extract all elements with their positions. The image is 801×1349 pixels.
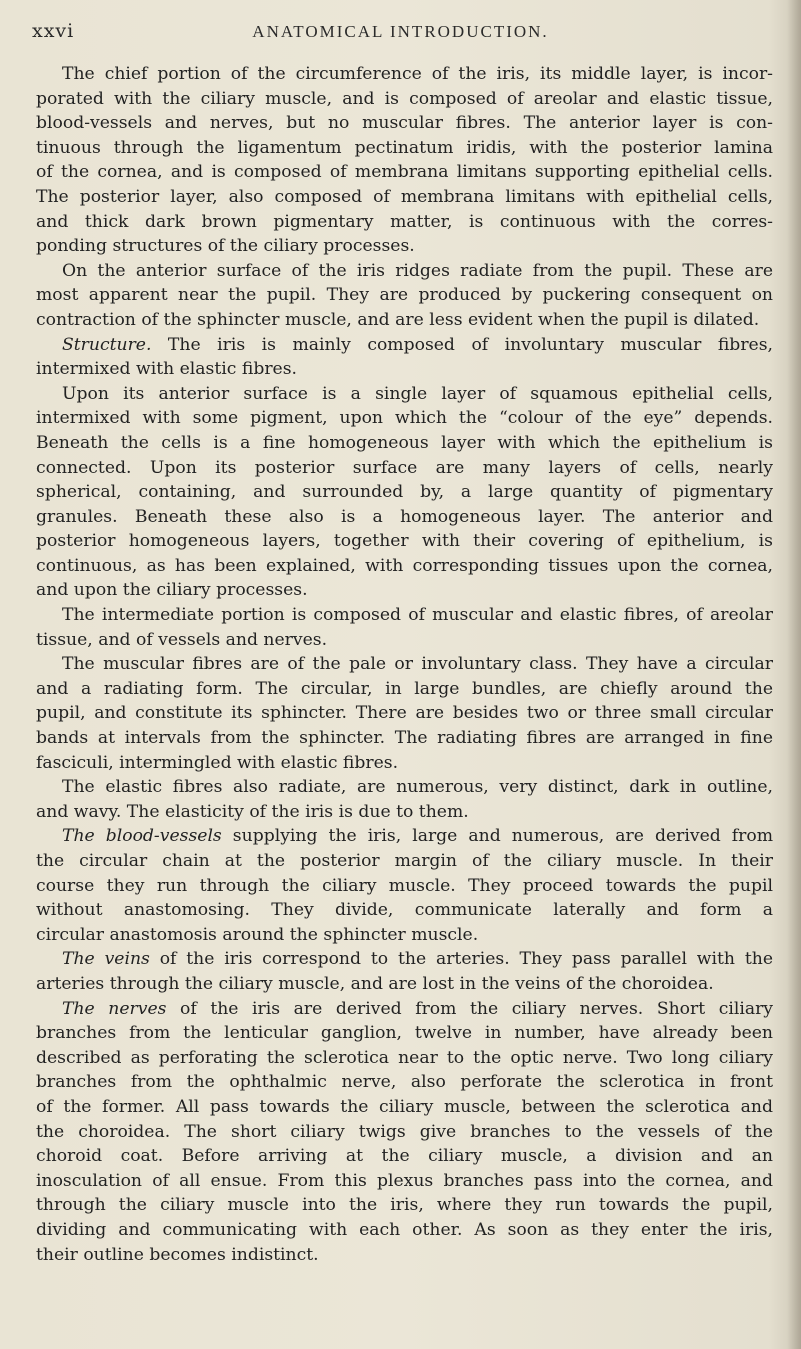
line-text: and thick dark brown pigmentary matter, is continuous with the corres- bbox=[36, 211, 773, 232]
italic-heading: The nerves bbox=[62, 998, 167, 1019]
line-text: posterior homogeneous layers, together with their covering of epithelium, is bbox=[36, 531, 773, 552]
text-line bbox=[36, 677, 773, 702]
line-text: and wavy. The elasticity of the iris is due to them. bbox=[36, 801, 469, 822]
text-line bbox=[36, 505, 773, 530]
line-text: the choroidea. The short ciliary twigs give branches to the vessels of the bbox=[36, 1121, 773, 1142]
line-text: The iris is mainly composed of involuntary muscular fibres, bbox=[151, 334, 773, 355]
line-text: supplying the iris, large and numerous, are derived from bbox=[221, 826, 773, 847]
line-text: and a radiating form. The circular, in large bundles, are chiefly around the bbox=[36, 678, 773, 699]
running-head bbox=[0, 20, 770, 50]
line-text: The elastic fibres also radiate, are numerous, very distinct, dark in outline, bbox=[62, 777, 773, 798]
text-line bbox=[36, 185, 773, 210]
text-line bbox=[36, 1193, 773, 1218]
line-text: dividing and communicating with each other. As soon as they enter the iris, bbox=[36, 1219, 773, 1240]
line-text: granules. Beneath these also is a homogeneous layer. The anterior and bbox=[36, 506, 773, 527]
text-line bbox=[36, 628, 773, 653]
line-text: connected. Upon its posterior surface are many layers of cells, nearly bbox=[36, 457, 773, 478]
line-text: branches from the lenticular ganglion, twelve in number, have already been bbox=[36, 1023, 773, 1044]
line-text: choroid coat. Before arriving at the ciliary muscle, a division and an bbox=[36, 1146, 773, 1167]
text-line bbox=[36, 1243, 773, 1268]
text-line bbox=[36, 87, 773, 112]
text-line bbox=[36, 1144, 773, 1169]
line-text: contraction of the sphincter muscle, and are less evident when the pupil is dilated. bbox=[36, 309, 760, 330]
text-line bbox=[36, 800, 773, 825]
text-line bbox=[36, 234, 773, 259]
line-text: spherical, containing, and surrounded by, a large quantity of pigmentary bbox=[36, 482, 773, 503]
line-text: without anastomosing. They divide, communicate laterally and form a bbox=[36, 900, 773, 921]
text-line bbox=[36, 874, 773, 899]
text-line bbox=[36, 283, 773, 308]
text-line bbox=[36, 406, 773, 431]
text-line bbox=[36, 456, 773, 481]
text-line bbox=[36, 357, 773, 382]
text-line bbox=[36, 824, 773, 849]
text-line bbox=[36, 111, 773, 136]
italic-heading: The blood-vessels bbox=[62, 826, 222, 847]
text-line bbox=[36, 1169, 773, 1194]
line-text: The chief portion of the circumference of the iris, its middle layer, is incor- bbox=[62, 64, 773, 84]
text-line bbox=[36, 849, 773, 874]
line-text: bands at intervals from the sphincter. The radiating fibres are arranged in fine bbox=[36, 728, 773, 749]
line-text: intermixed with some pigment, upon which the “colour of the eye” depends. bbox=[36, 408, 773, 429]
text-line bbox=[36, 1095, 773, 1120]
page-number: xxvi bbox=[32, 20, 75, 42]
line-text: porated with the ciliary muscle, and is composed of areolar and elastic tissue, bbox=[36, 88, 773, 109]
line-text: and upon the ciliary processes. bbox=[36, 580, 308, 601]
text-line bbox=[36, 997, 773, 1022]
text-line bbox=[36, 701, 773, 726]
text-line bbox=[36, 431, 773, 456]
text-line bbox=[36, 652, 773, 677]
italic-heading: The veins bbox=[62, 949, 150, 970]
text-line bbox=[36, 62, 773, 87]
line-text: blood-vessels and nerves, but no muscular fibres. The anterior layer is con- bbox=[36, 113, 773, 134]
italic-heading: Structure. bbox=[62, 334, 152, 355]
text-line bbox=[36, 1218, 773, 1243]
text-line bbox=[36, 972, 773, 997]
text-line bbox=[36, 923, 773, 948]
text-line bbox=[36, 529, 773, 554]
text-line bbox=[36, 308, 773, 333]
text-line bbox=[36, 1120, 773, 1145]
text-line bbox=[36, 333, 773, 358]
text-line bbox=[36, 947, 773, 972]
line-text: The posterior layer, also composed of membrana limitans with epithelial cells, bbox=[36, 186, 773, 207]
line-text: intermixed with elastic fibres. bbox=[36, 359, 298, 380]
line-text: Upon its anterior surface is a single layer of squamous epithelial cells, bbox=[62, 383, 773, 404]
line-text: The muscular fibres are of the pale or involuntary class. They have a circular bbox=[62, 654, 773, 675]
line-text: described as perforating the sclerotica near to the optic nerve. Two long ciliary bbox=[36, 1047, 773, 1068]
line-text: of the former. All pass towards the ciliary muscle, between the sclerotica and bbox=[36, 1096, 773, 1117]
line-text: On the anterior surface of the iris ridges radiate from the pupil. These are bbox=[62, 260, 773, 281]
text-line bbox=[36, 160, 773, 185]
line-text: through the ciliary muscle into the iris, where they run towards the pupil, bbox=[36, 1195, 773, 1216]
line-text: fasciculi, intermingled with elastic fibres. bbox=[36, 752, 399, 773]
line-text: ponding structures of the ciliary processes. bbox=[36, 236, 415, 257]
text-line bbox=[36, 136, 773, 161]
line-text: of the cornea, and is composed of membrana limitans supporting epithelial cells. bbox=[36, 162, 773, 183]
line-text: pupil, and constitute its sphincter. There are besides two or three small circular bbox=[36, 703, 773, 724]
text-line bbox=[36, 259, 773, 284]
text-line bbox=[36, 382, 773, 407]
running-title: ANATOMICAL INTRODUCTION. bbox=[252, 22, 549, 41]
line-text: of the iris are derived from the ciliary nerves. Short ciliary bbox=[166, 998, 773, 1019]
text-line bbox=[36, 726, 773, 751]
text-line bbox=[36, 480, 773, 505]
line-text: most apparent near the pupil. They are produced by puckering consequent on bbox=[36, 285, 773, 306]
line-text: Beneath the cells is a fine homogeneous layer with which the epithelium is bbox=[36, 432, 773, 453]
line-text: inosculation of all ensue. From this plexus branches pass into the cornea, and bbox=[36, 1170, 773, 1191]
text-line bbox=[36, 210, 773, 235]
text-line bbox=[36, 751, 773, 776]
line-text: their outline becomes indistinct. bbox=[36, 1244, 319, 1265]
line-text: tissue, and of vessels and nerves. bbox=[36, 629, 328, 650]
text-line bbox=[36, 578, 773, 603]
text-line bbox=[36, 775, 773, 800]
line-text: The intermediate portion is composed of muscular and elastic fibres, of areolar bbox=[62, 605, 773, 626]
text-line bbox=[36, 898, 773, 923]
body-text bbox=[36, 62, 773, 1267]
text-line bbox=[36, 1046, 773, 1071]
line-text: arteries through the ciliary muscle, and are lost in the veins of the choroidea. bbox=[36, 973, 714, 994]
line-text: tinuous through the ligamentum pectinatum iridis, with the posterior lamina bbox=[36, 137, 773, 158]
text-line bbox=[36, 603, 773, 628]
line-text: of the iris correspond to the arteries. They pass parallel with the bbox=[149, 949, 773, 970]
text-line bbox=[36, 554, 773, 579]
line-text: continuous, as has been explained, with corresponding tissues upon the cornea, bbox=[36, 555, 773, 576]
line-text: course they run through the ciliary muscle. They proceed towards the pupil bbox=[36, 875, 773, 896]
page-edge-shadow bbox=[787, 0, 801, 1349]
line-text: the circular chain at the posterior margin of the ciliary muscle. In their bbox=[36, 851, 773, 871]
text-line bbox=[36, 1070, 773, 1095]
line-text: branches from the ophthalmic nerve, also perforate the sclerotica in front bbox=[36, 1072, 773, 1093]
text-line bbox=[36, 1021, 773, 1046]
line-text: circular anastomosis around the sphincter muscle. bbox=[36, 924, 479, 945]
